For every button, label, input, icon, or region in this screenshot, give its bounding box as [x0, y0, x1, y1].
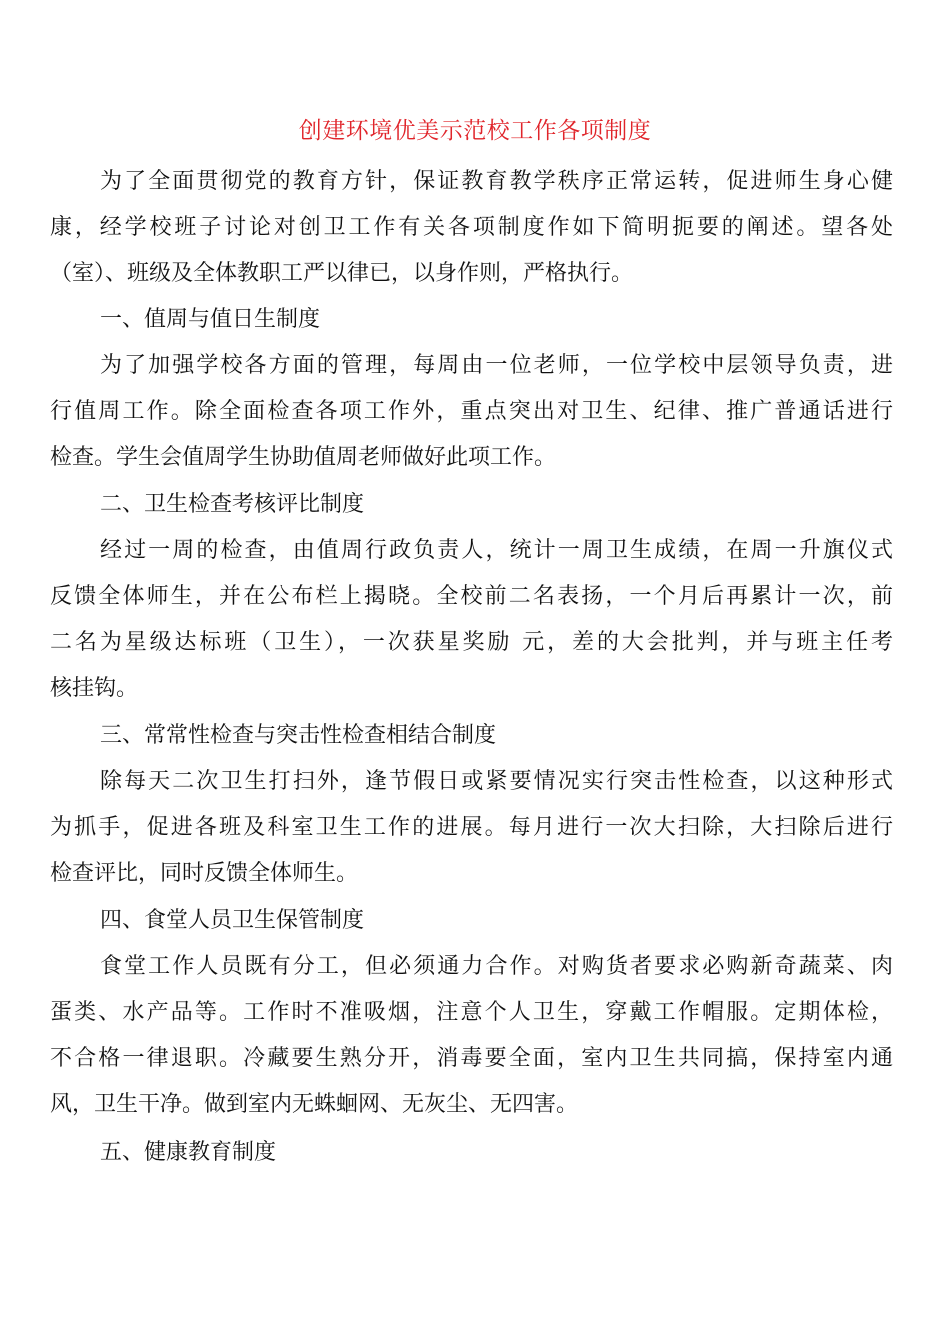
- section-4-line-2: 蛋类、水产品等。工作时不准吸烟，注意个人卫生，穿戴工作帽服。定期体检，: [50, 1000, 893, 1025]
- intro-line-1: 为了全面贯彻党的教育方针，保证教育教学秩序正常运转，促进师生身心健: [100, 169, 893, 194]
- document-title: 创建环境优美示范校工作各项制度: [298, 118, 652, 144]
- section-3-line-2: 为抓手，促进各班及科室卫生工作的进展。每月进行一次大扫除，大扫除后进行: [50, 815, 893, 840]
- section-heading-4: 四、食堂人员卫生保管制度: [100, 908, 365, 933]
- section-2-line-2: 反馈全体师生，并在公布栏上揭晓。全校前二名表扬，一个月后再累计一次，前: [50, 584, 893, 609]
- section-1-line-2: 行值周工作。除全面检查各项工作外，重点突出对卫生、纪律、推广普通话进行: [50, 399, 893, 424]
- section-2-line-4: 核挂钩。: [50, 676, 139, 701]
- intro-line-3: （室）、班级及全体教职工严以律已，以身作则，严格执行。: [50, 261, 634, 286]
- intro-line-2: 康，经学校班子讨论对创卫工作有关各项制度作如下简明扼要的阐述。望各处: [50, 215, 893, 240]
- section-heading-2: 二、卫生检查考核评比制度: [100, 492, 365, 517]
- section-heading-1: 一、值周与值日生制度: [100, 307, 321, 332]
- section-4-line-1: 食堂工作人员既有分工，但必须通力合作。对购货者要求必购新奇蔬菜、肉: [100, 954, 893, 979]
- section-heading-5: 五、健康教育制度: [100, 1140, 277, 1165]
- section-heading-3: 三、常常性检查与突击性检查相结合制度: [100, 723, 497, 748]
- section-4-line-3: 不合格一律退职。冷藏要生熟分开，消毒要全面，室内卫生共同搞，保持室内通: [50, 1046, 893, 1071]
- section-3-line-1: 除每天二次卫生打扫外，逢节假日或紧要情况实行突击性检查，以这种形式: [100, 769, 893, 794]
- section-3-line-3: 检查评比，同时反馈全体师生。: [50, 861, 359, 886]
- section-2-line-1: 经过一周的检查，由值周行政负责人，统计一周卫生成绩，在周一升旗仪式: [100, 538, 893, 563]
- section-1-line-3: 检查。学生会值周学生协助值周老师做好此项工作。: [50, 445, 557, 470]
- section-2-line-3: 二名为星级达标班（卫生），一次获星奖励 元，差的大会批判，并与班主任考: [50, 630, 893, 655]
- section-1-line-1: 为了加强学校各方面的管理，每周由一位老师，一位学校中层领导负责，进: [100, 353, 893, 378]
- section-4-line-4: 风，卫生干净。做到室内无蛛蛔网、无灰尘、无四害。: [50, 1092, 579, 1117]
